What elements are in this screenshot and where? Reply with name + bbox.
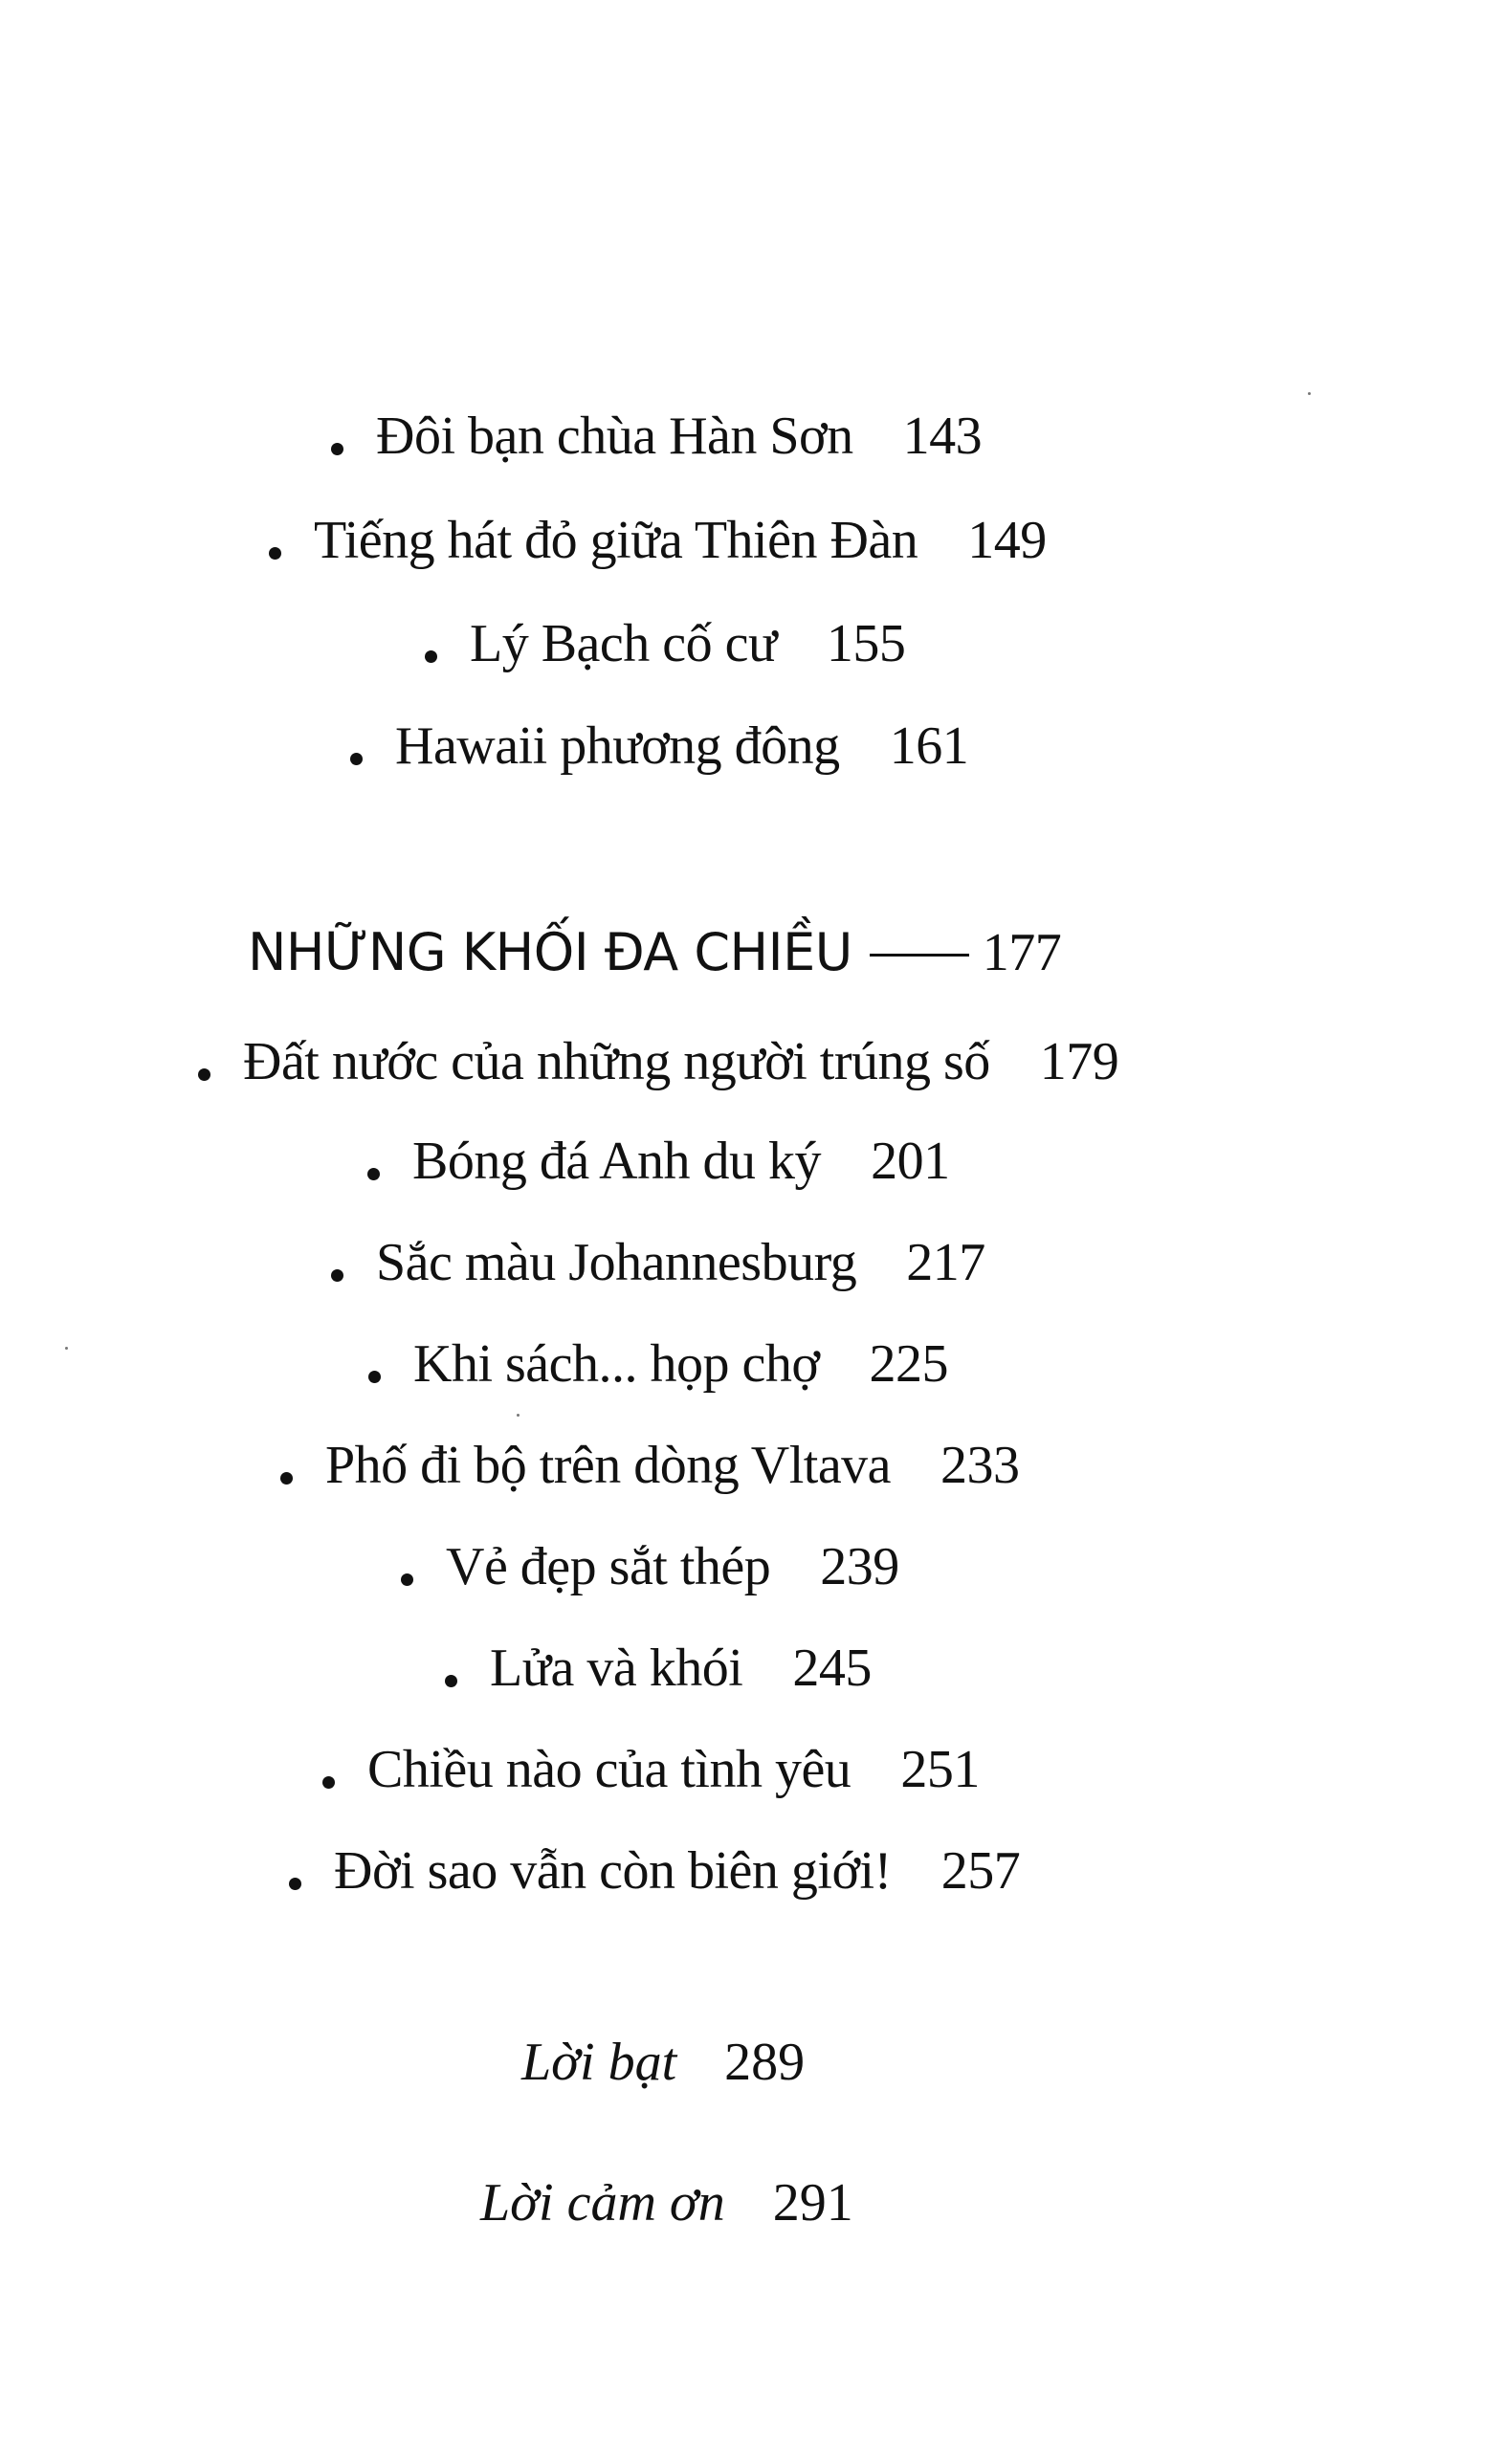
toc-entry-page: 257 xyxy=(940,1841,1021,1901)
toc-entry-title: Sắc màu Johannesburg xyxy=(376,1233,857,1292)
afterword-entry xyxy=(521,2033,806,2092)
bullet-icon xyxy=(198,1068,210,1081)
scan-speck xyxy=(1308,392,1311,395)
bullet-icon xyxy=(368,1371,381,1383)
bullet-icon xyxy=(350,753,363,765)
toc-entry-page: 179 xyxy=(1039,1032,1119,1091)
toc-entry-page: 155 xyxy=(826,614,906,673)
scan-speck xyxy=(517,1414,520,1417)
toc-entry xyxy=(425,614,906,673)
toc-entry xyxy=(280,1436,1020,1495)
bullet-icon xyxy=(269,547,281,560)
toc-entry xyxy=(445,1639,872,1698)
acknowledgements-page: 291 xyxy=(772,2173,853,2233)
toc-entry-title: Lý Bạch cố cư xyxy=(470,614,777,673)
toc-entry-title: Bóng đá Anh du ký xyxy=(412,1132,822,1191)
toc-entry xyxy=(350,716,969,776)
toc-entry-page: 149 xyxy=(967,511,1047,570)
bullet-icon xyxy=(367,1168,380,1180)
section-heading xyxy=(248,922,1062,982)
toc-entry-title: Hawaii phương đông xyxy=(395,716,840,776)
toc-entry-page: 201 xyxy=(871,1132,950,1191)
toc-entry-title: Đôi bạn chùa Hàn Sơn xyxy=(376,407,853,466)
toc-entry-page: 217 xyxy=(906,1233,985,1292)
bullet-icon xyxy=(322,1776,335,1789)
bullet-icon xyxy=(445,1675,457,1687)
toc-entry-title: Chiều nào của tình yêu xyxy=(367,1740,852,1799)
bullet-icon xyxy=(331,1269,343,1282)
toc-entry-page: 161 xyxy=(889,716,969,776)
bullet-icon xyxy=(289,1878,301,1890)
acknowledgements-entry xyxy=(480,2173,853,2233)
toc-entry-page: 251 xyxy=(900,1740,980,1799)
section-page: 177 xyxy=(982,923,1062,982)
toc-entry xyxy=(198,1032,1119,1091)
scan-speck xyxy=(65,1347,68,1350)
heading-rule xyxy=(870,954,969,957)
toc-entry-page: 225 xyxy=(869,1334,948,1394)
toc-entry-title: Lửa và khói xyxy=(490,1639,743,1698)
toc-entry-title: Đất nước của những người trúng số xyxy=(243,1032,990,1091)
toc-entry-page: 233 xyxy=(940,1436,1020,1495)
toc-entry xyxy=(368,1334,948,1394)
toc-entry xyxy=(367,1132,950,1191)
toc-entry xyxy=(331,1233,985,1292)
bullet-icon xyxy=(401,1573,413,1586)
afterword-title: Lời bạt xyxy=(521,2033,677,2092)
bullet-icon xyxy=(331,443,343,455)
bullet-icon xyxy=(425,650,437,663)
toc-entry xyxy=(401,1537,899,1596)
toc-entry xyxy=(322,1740,980,1799)
section-title: NHỮNG KHỐI ĐA CHIỀU xyxy=(248,922,852,982)
toc-entry xyxy=(289,1841,1021,1901)
toc-entry-page: 245 xyxy=(792,1639,872,1698)
toc-entry-title: Tiếng hát đỏ giữa Thiên Đàn xyxy=(314,511,918,570)
toc-entry-title: Khi sách... họp chợ xyxy=(413,1334,820,1394)
toc-entry-title: Đời sao vẫn còn biên giới! xyxy=(334,1841,892,1901)
acknowledgements-title: Lời cảm ơn xyxy=(480,2173,725,2233)
toc-entry-page: 143 xyxy=(902,407,983,466)
toc-entry xyxy=(269,511,1047,570)
toc-entry-title: Vẻ đẹp sắt thép xyxy=(446,1537,771,1596)
toc-entry-page: 239 xyxy=(820,1537,899,1596)
afterword-page: 289 xyxy=(724,2033,806,2092)
toc-entry-title: Phố đi bộ trên dòng Vltava xyxy=(325,1436,892,1495)
bullet-icon xyxy=(280,1472,293,1485)
toc-entry xyxy=(331,407,983,466)
